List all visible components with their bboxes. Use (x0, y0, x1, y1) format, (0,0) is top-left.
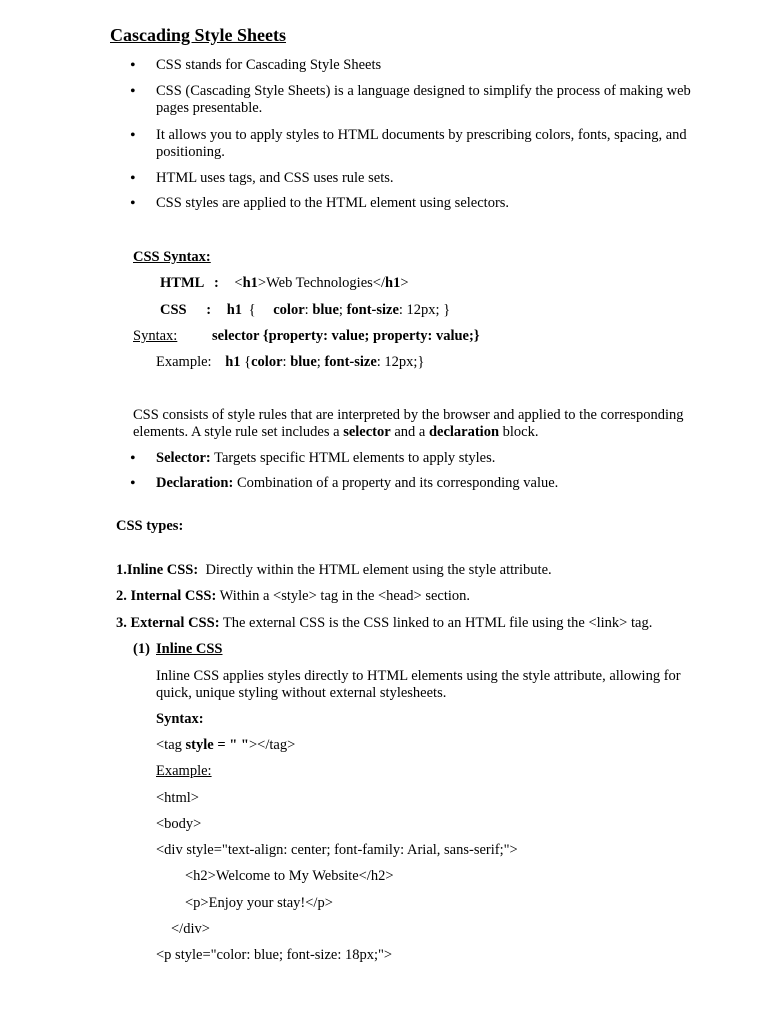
syntax-heading: CSS Syntax: (133, 249, 211, 265)
syntax-post: ></tag> (248, 737, 296, 753)
html-text: Web Technologies (266, 275, 373, 291)
example-sep1: : (282, 354, 291, 370)
css-prop1: color (273, 302, 305, 318)
list-item (156, 450, 495, 467)
inline-heading: Inline CSS (156, 641, 223, 657)
css-label: CSS (160, 302, 187, 318)
html-label: HTML (160, 275, 205, 291)
code-line: <p style="color: blue; font-size: 18px;"> (156, 947, 393, 963)
bullet-marker: • (130, 170, 136, 187)
bullet-marker: • (130, 195, 136, 212)
example-prop1: color (251, 354, 283, 370)
list-item: It allows you to apply styles to HTML documents by prescribing colors, fonts, spacing, and positioning. (156, 127, 687, 160)
css-sep1: : (304, 302, 313, 318)
bullet-marker: • (130, 83, 136, 100)
code-line: <html> (156, 790, 199, 806)
html-close-lt: </ (372, 275, 386, 291)
code-line: <p>Enjoy your stay!</p> (185, 895, 333, 911)
html-colon: : (213, 275, 219, 291)
code-line: </div> (171, 921, 210, 937)
css-selector: h1 (226, 302, 243, 318)
css-colon: : (206, 302, 212, 318)
declaration-term: Declaration: (156, 475, 234, 491)
css-brace: { (248, 302, 256, 318)
selector-text: Targets specific HTML elements to apply styles. (210, 450, 496, 466)
types-heading: CSS types: (116, 518, 184, 534)
html-close-gt: > (400, 275, 409, 291)
list-item: CSS stands for Cascading Style Sheets (156, 57, 382, 73)
html-open-gt: > (257, 275, 267, 291)
example-selector: h1 (225, 354, 241, 370)
selector-term: Selector: (156, 450, 211, 466)
css-prop2: font-size (346, 302, 399, 318)
css-val1: blue (312, 302, 339, 318)
code-line: <div style="text-align: center; font-family: Arial, sans-serif;"> (156, 842, 518, 858)
type-text: The external CSS is the CSS linked to an HTML file using the <link> tag. (219, 615, 653, 631)
type-term: 1.Inline CSS: (116, 562, 199, 578)
inline-example-label: Example: (156, 763, 212, 779)
syntax-example-line (156, 354, 424, 371)
bullet-marker: • (130, 57, 136, 74)
code-line: <h2>Welcome to My Website</h2> (185, 868, 394, 884)
rules-selector: selector (343, 424, 391, 440)
example-brace: { (240, 354, 252, 370)
css-sep2: : 12px; } (398, 302, 451, 318)
example-prop2: font-size (324, 354, 377, 370)
html-tag: h1 (242, 275, 258, 291)
rules-text: CSS consists of style rules that are interpreted by the browser and applied to the corresponding elements. A style rule set includes a (133, 407, 684, 440)
inline-number: (1) (133, 641, 150, 657)
list-item: HTML uses tags, and CSS uses rule sets. (156, 170, 394, 186)
type-term: 3. External CSS: (116, 615, 220, 631)
bullet-marker: • (130, 127, 136, 144)
css-semi1: ; (338, 302, 347, 318)
page-title: Cascading Style Sheets (110, 25, 287, 45)
css-example-line (160, 302, 450, 319)
syntax-pre: <tag (156, 737, 186, 753)
type-item (116, 588, 470, 605)
example-semi1: ; (316, 354, 325, 370)
inline-syntax-label: Syntax: (156, 711, 204, 727)
type-text: Within a <style> tag in the <head> section. (216, 588, 471, 604)
type-item (116, 562, 552, 579)
example-label: Example: (156, 354, 212, 370)
example-end: : 12px;} (376, 354, 425, 370)
syntax-bold: style = " " (185, 737, 249, 753)
html-close-tag: h1 (385, 275, 401, 291)
example-val1: blue (290, 354, 317, 370)
list-item: CSS styles are applied to the HTML element using selectors. (156, 195, 510, 211)
bullet-marker: • (130, 475, 136, 492)
inline-syntax-line (156, 737, 295, 754)
list-item (156, 475, 558, 492)
code-line: <body> (156, 816, 202, 832)
rules-and: and a (390, 424, 429, 440)
rules-declaration: declaration (428, 424, 500, 440)
rules-paragraph (133, 407, 693, 441)
html-example-line (160, 275, 409, 292)
rules-end: block. (499, 424, 539, 440)
syntax-rule: selector {property: value; property: value;} (212, 328, 480, 344)
type-item (116, 615, 652, 632)
list-item: CSS (Cascading Style Sheets) is a language designed to simplify the process of making web pages presentable. (156, 83, 691, 116)
declaration-text: Combination of a property and its corresponding value. (233, 475, 559, 491)
html-open-lt: < (234, 275, 243, 291)
type-term: 2. Internal CSS: (116, 588, 217, 604)
bullet-marker: • (130, 450, 136, 467)
syntax-label: Syntax: (133, 328, 178, 344)
inline-description: Inline CSS applies styles directly to HTML elements using the style attribute, allowing for quick, unique styling without external stylesheets. (156, 668, 681, 701)
type-text: Directly within the HTML element using the style attribute. (198, 562, 552, 578)
